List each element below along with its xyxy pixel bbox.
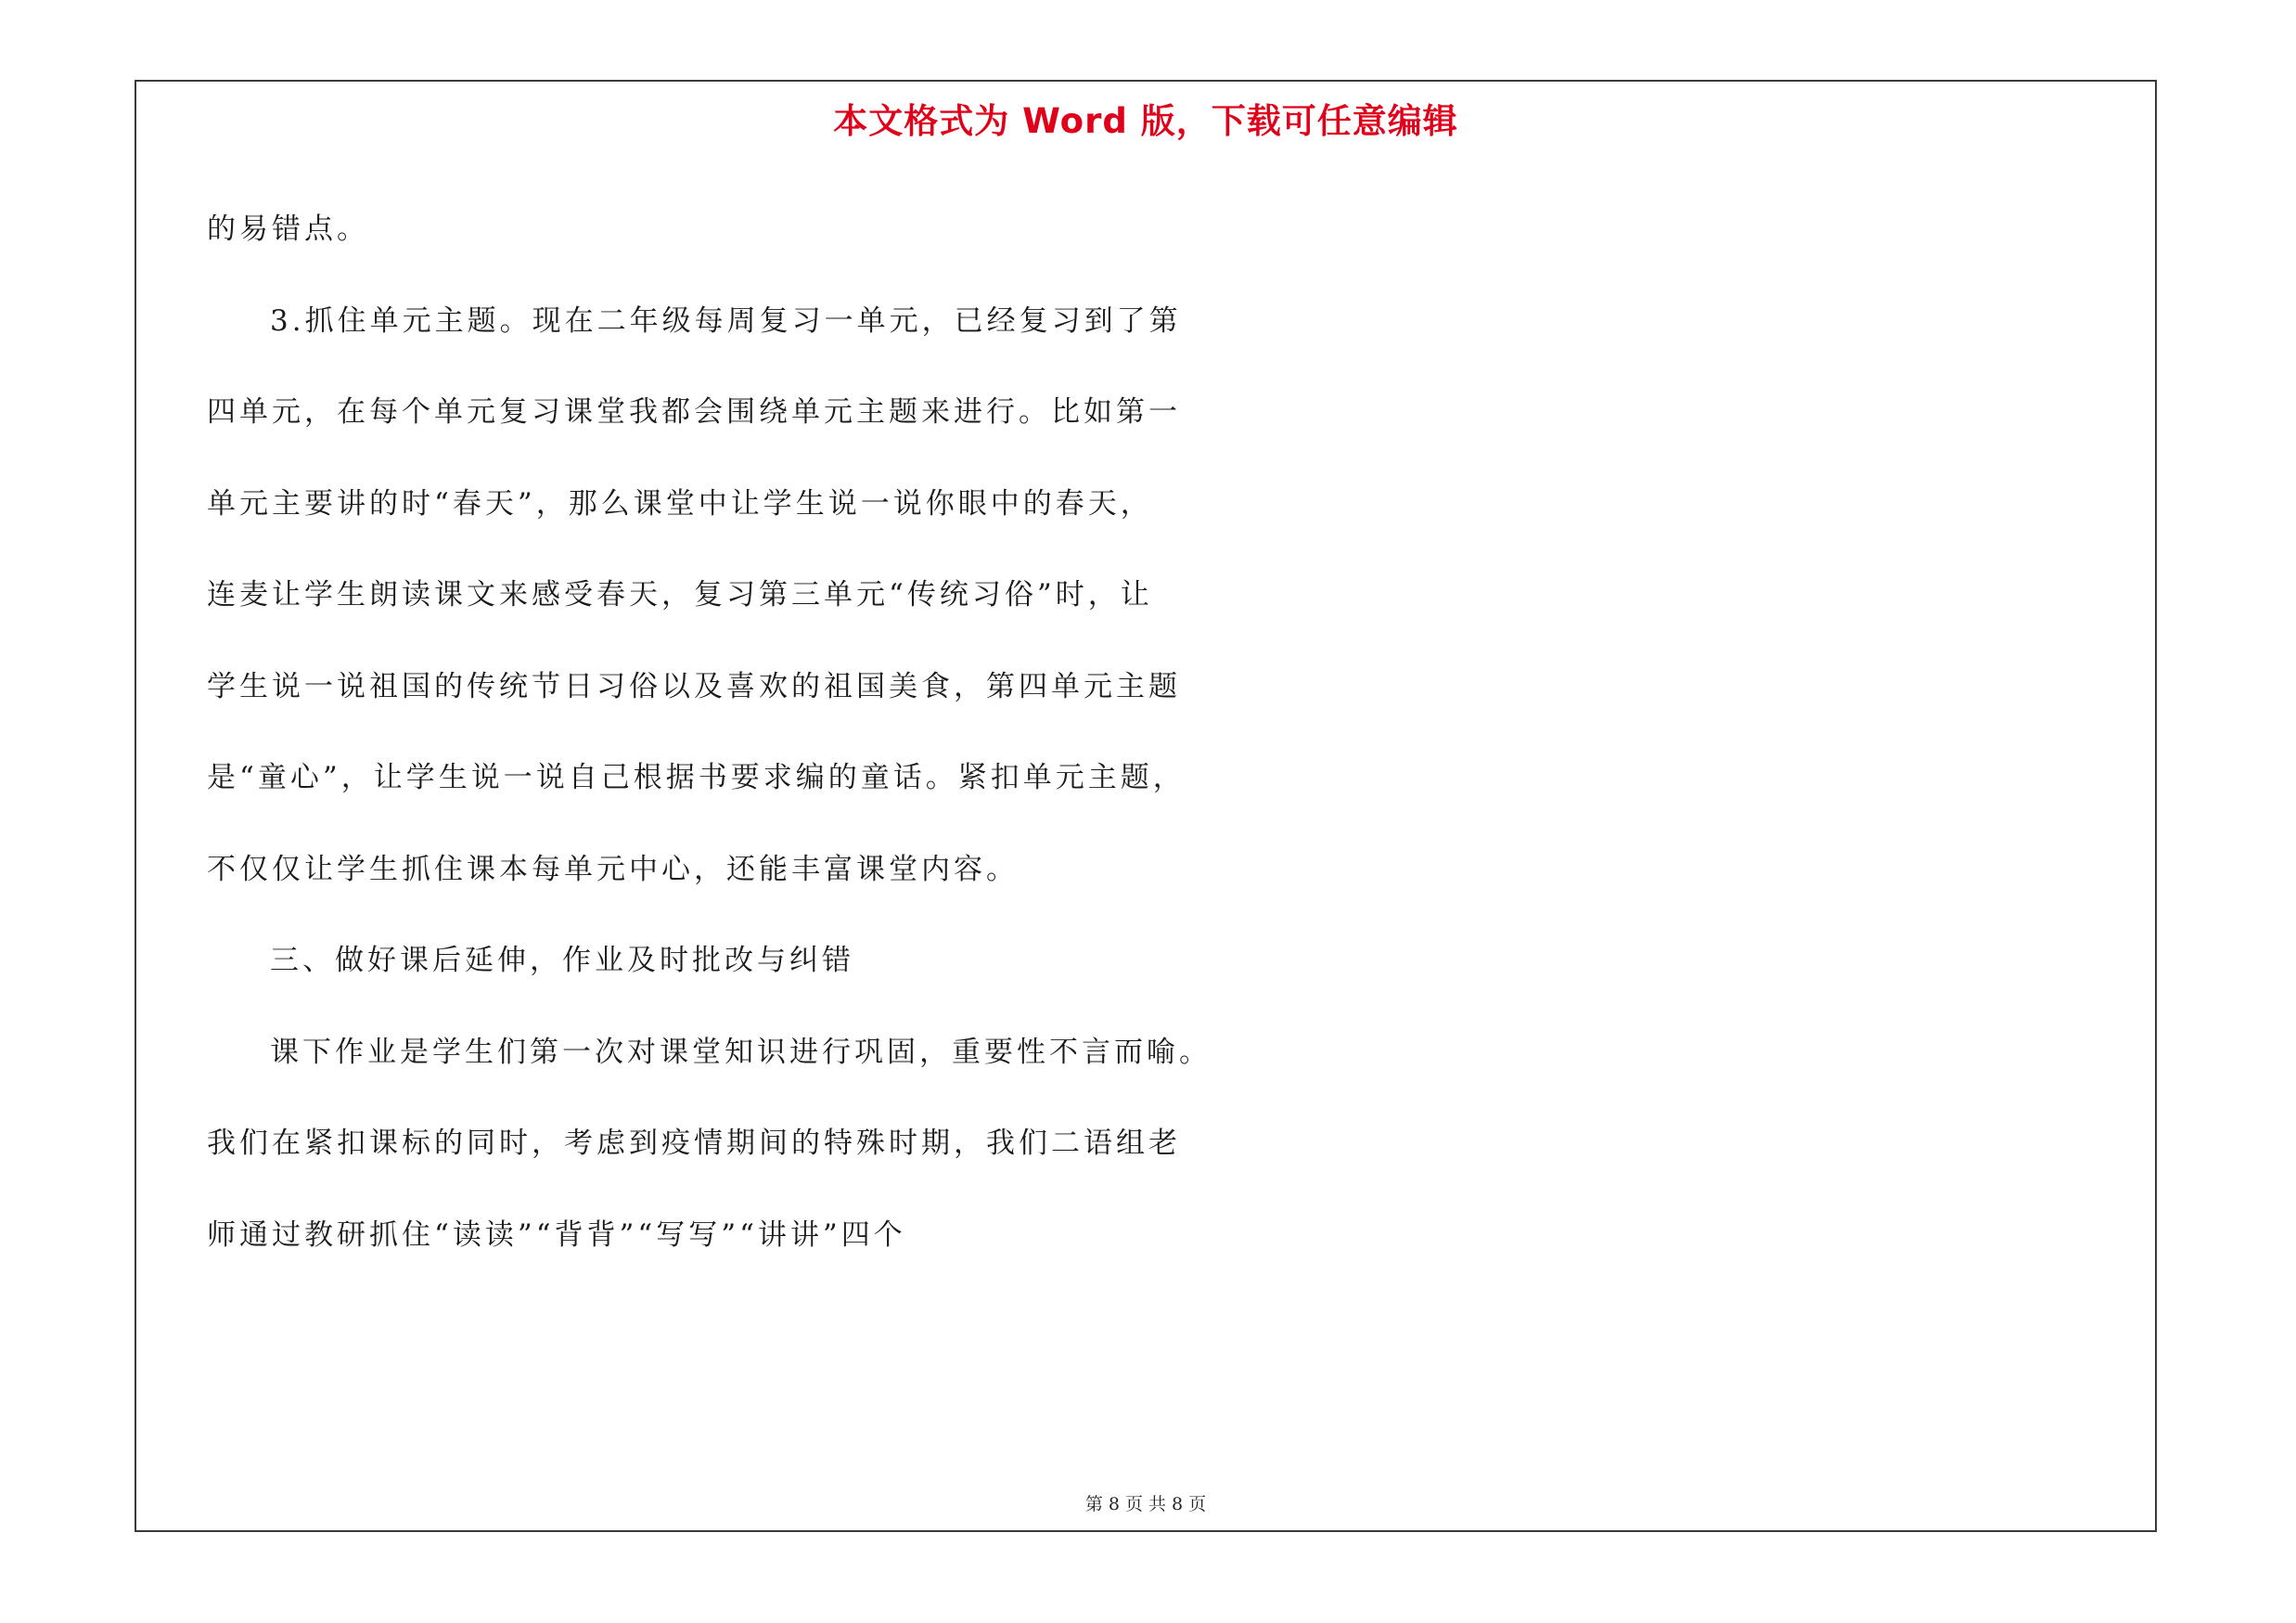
paragraph-line: 单元主要讲的时“春天”，那么课堂中让学生说一说你眼中的春天， [207,486,1153,521]
paragraph-line: 的易错点。 [207,213,369,246]
paragraph-line: 3.抓住单元主题。现在二年级每周复习一单元，已经复习到了第 [270,303,1182,338]
header-banner: 本文格式为 Word 版，下载可任意编辑 [833,101,1458,141]
paragraph-line: 学生说一说祖国的传统节日习俗以及喜欢的祖国美食，第四单元主题 [207,669,1181,703]
paragraph-line: 连麦让学生朗读课文来感受春天，复习第三单元“传统习俗”时，让 [207,578,1153,612]
paragraph-line: 是“童心”，让学生说一说自己根据书要求编的童话。紧扣单元主题， [207,761,1186,794]
paragraph-line: 四单元，在每个单元复习课堂我都会围绕单元主题来进行。比如第一 [207,395,1181,429]
paragraph-line: 课下作业是学生们第一次对课堂知识进行巩固，重要性不言而喻。 [270,1035,1212,1069]
section-heading: 三、做好课后延伸，作业及时批改与纠错 [270,944,854,977]
document-page [135,80,2157,1532]
paragraph-line: 师通过教研抓住“读读”“背背”“写写”“讲讲”四个 [207,1217,906,1252]
paragraph-line: 不仅仅让学生抓住课本每单元中心，还能丰富课堂内容。 [207,852,1019,886]
page-number: 第 8 页 共 8 页 [1084,1494,1207,1514]
body-text [207,184,1212,1281]
paragraph-line: 我们在紧扣课标的同时，考虑到疫情期间的特殊时期，我们二语组老 [207,1127,1181,1160]
